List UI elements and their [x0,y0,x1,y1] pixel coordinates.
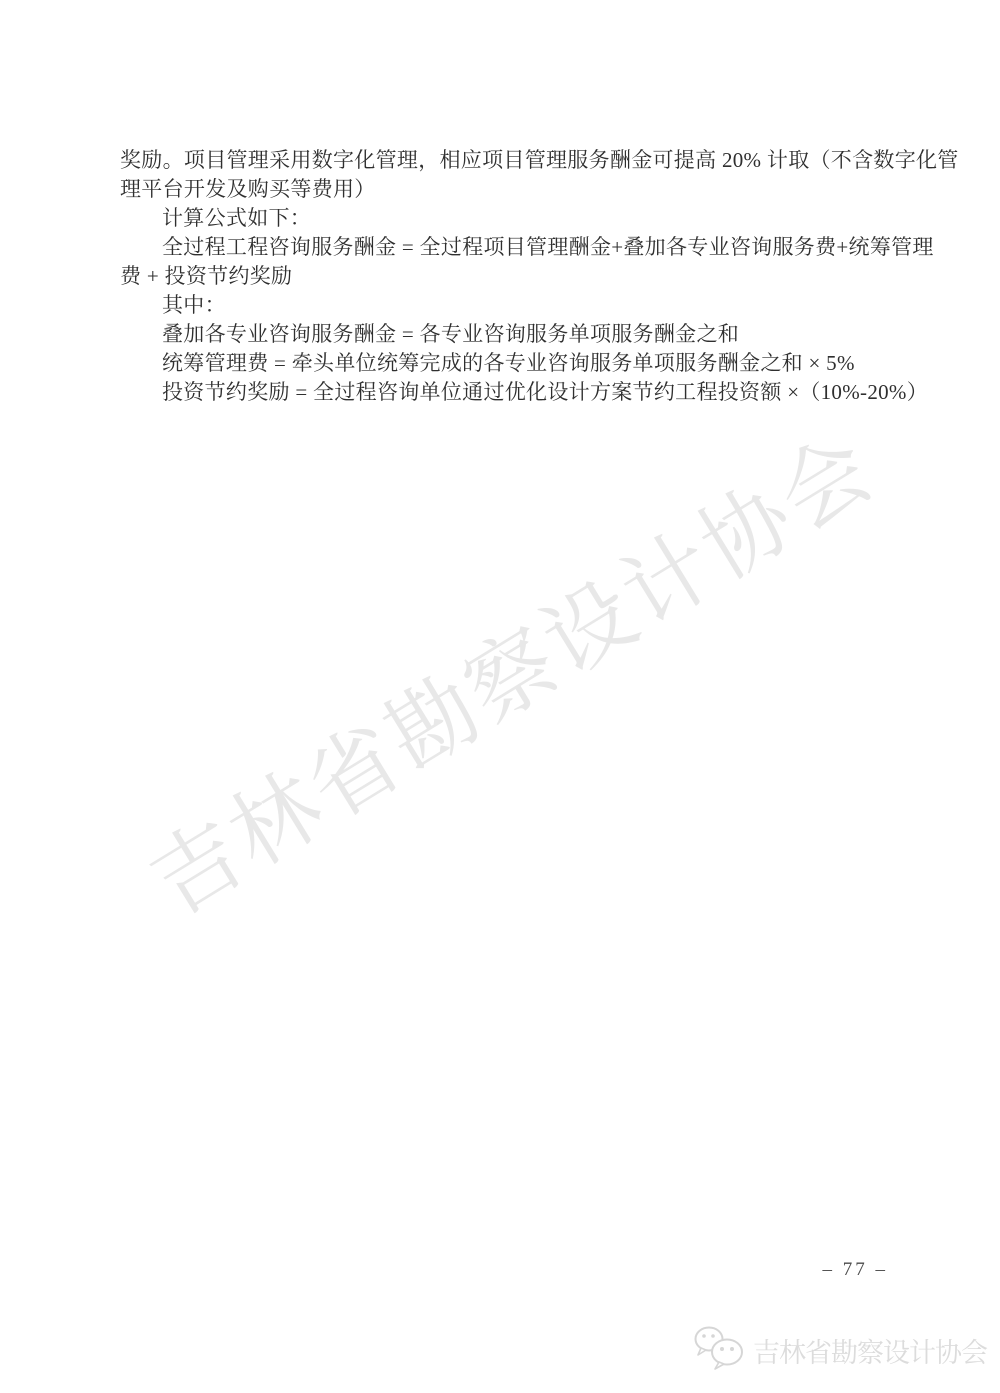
diagonal-watermark: 吉林省勘察设计协会 [135,418,893,934]
body-line: 计算公式如下： [162,206,312,230]
body-line: 其中： [162,293,226,317]
footer-brand-bar [692,1324,987,1377]
body-text [120,146,959,407]
body-line: 奖励。项目管理采用数字化管理，相应项目管理服务酬金可提高 20% 计取（不含数字化管 [120,148,959,172]
body-line: 费 + 投资节约奖励 [120,264,293,288]
body-line: 投资节约奖励 = 全过程咨询单位通过优化设计方案节约工程投资额 ×（10%-20%） [162,380,929,404]
body-line: 叠加各专业咨询服务酬金 = 各专业咨询服务单项服务酬金之和 [162,322,740,346]
body-line: 统筹管理费 = 牵头单位统筹完成的各专业咨询服务单项服务酬金之和 × 5% [162,351,855,375]
page-number: – 77 – [822,1259,888,1280]
wechat-bubbles-icon [692,1324,746,1377]
body-line: 理平台开发及购买等费用） [120,177,376,201]
body-line: 全过程工程咨询服务酬金 = 全过程项目管理酬金+叠加各专业咨询服务费+统筹管理 [162,235,934,259]
footer-brand-text: 吉林省勘察设计协会 [753,1338,987,1368]
